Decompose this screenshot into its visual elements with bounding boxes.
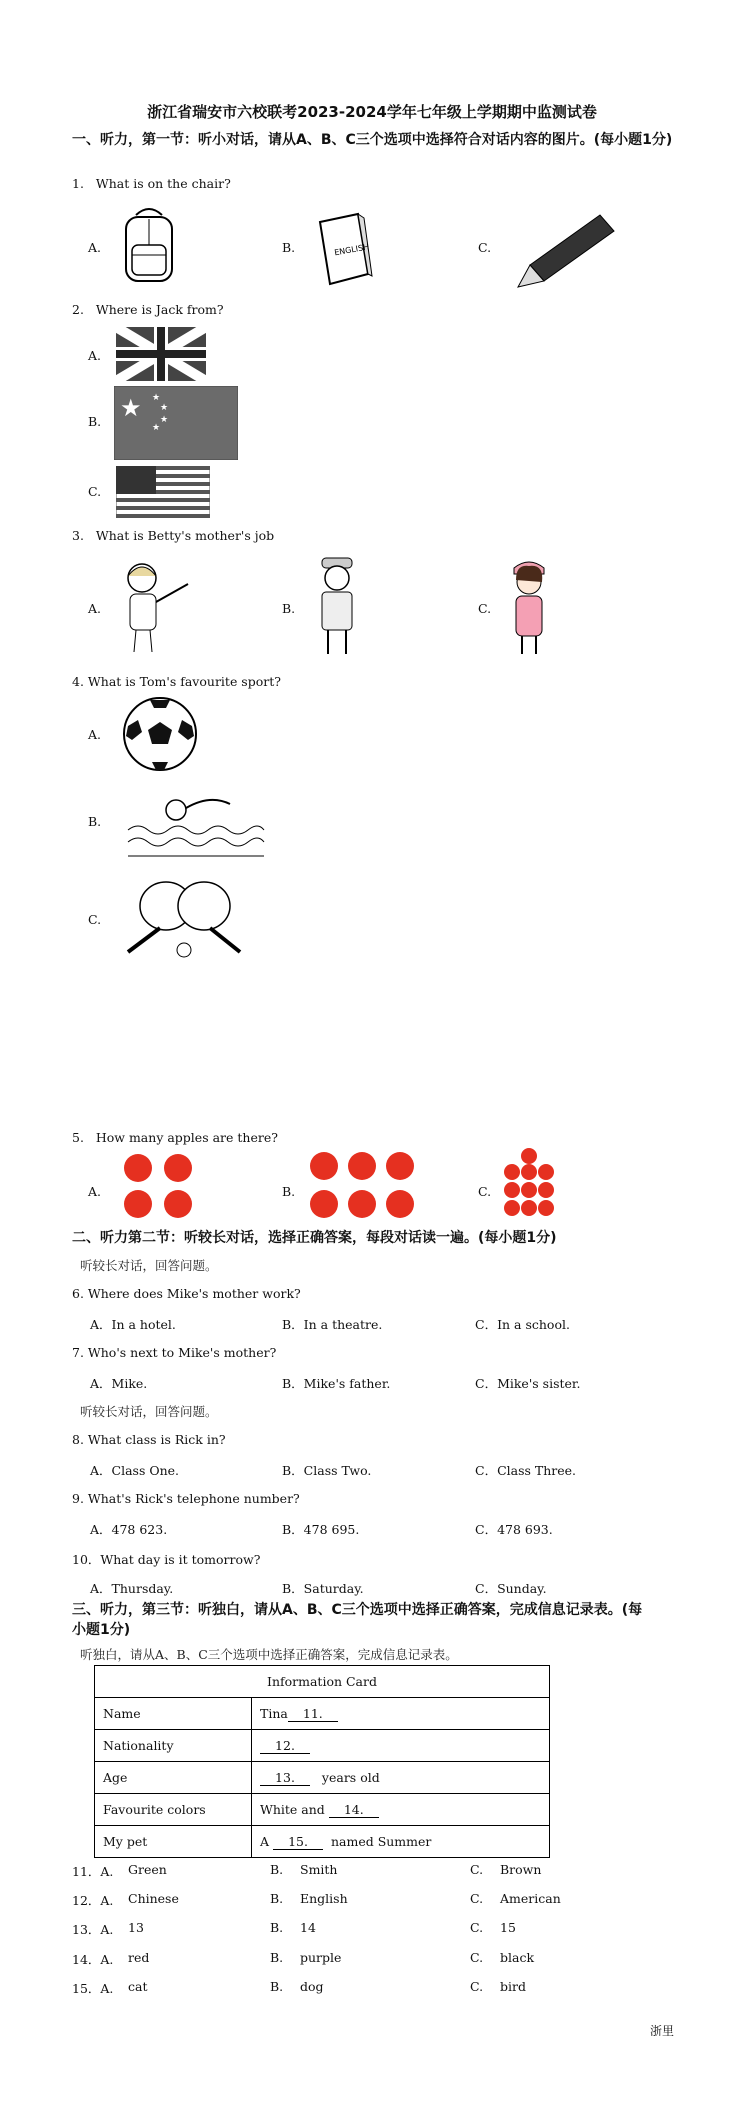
q15-option-b-label: B. bbox=[270, 1979, 284, 1994]
question-4: 4. What is Tom's favourite sport? bbox=[72, 674, 281, 689]
question-9: 9. What's Rick's telephone number? bbox=[72, 1491, 300, 1506]
backpack-image bbox=[118, 205, 180, 287]
q14-option-b: purple bbox=[300, 1950, 342, 1965]
card-pet-value: A 15. named Summer bbox=[252, 1826, 550, 1858]
q7-option-c: C．Mike's sister. bbox=[475, 1376, 581, 1391]
card-title: Information Card bbox=[95, 1666, 550, 1698]
q2-option-c-label: C. bbox=[88, 484, 102, 499]
q9-option-b: B．478 695. bbox=[282, 1522, 360, 1537]
q2-option-b-label: B. bbox=[88, 414, 102, 429]
q14-option-c-label: C. bbox=[470, 1950, 484, 1965]
blank-11[interactable]: 11. bbox=[288, 1706, 338, 1722]
q9-option-c: C．478 693. bbox=[475, 1522, 553, 1537]
q14-option-a: red bbox=[128, 1950, 150, 1965]
q1-option-c-label: C. bbox=[478, 240, 492, 255]
q4-option-c-label: C. bbox=[88, 912, 102, 927]
q15-number: 15．A. bbox=[72, 1981, 114, 1996]
apples-ten-image bbox=[502, 1146, 556, 1224]
q12-number: 12．A. bbox=[72, 1893, 114, 1908]
table-tennis-image bbox=[120, 876, 246, 960]
question-1: 1. What is on the chair? bbox=[72, 176, 231, 191]
section1-heading: 一、听力，第一节：听小对话，请从A、B、C三个选项中选择符合对话内容的图片。(每小题1分) bbox=[72, 132, 673, 148]
q15-option-a: cat bbox=[128, 1979, 148, 1994]
uk-flag-image bbox=[116, 327, 206, 381]
question-8: 8. What class is Rick in? bbox=[72, 1432, 226, 1447]
blank-14[interactable]: 14. bbox=[329, 1802, 379, 1818]
q12-option-b: English bbox=[300, 1891, 348, 1906]
question-6: 6. Where does Mike's mother work? bbox=[72, 1286, 301, 1301]
q14-option-b-label: B. bbox=[270, 1950, 284, 1965]
page-title: 浙江省瑞安市六校联考2023-2024学年七年级上学期期中监测试卷 bbox=[147, 103, 597, 121]
card-colors-value: White and 14. bbox=[252, 1794, 550, 1826]
q7-option-b: B．Mike's father. bbox=[282, 1376, 391, 1391]
q3-option-b-label: B. bbox=[282, 601, 296, 616]
q14-option-c: black bbox=[500, 1950, 535, 1965]
card-colors-label: Favourite colors bbox=[95, 1794, 252, 1826]
q6-option-a: A．In a hotel. bbox=[90, 1317, 176, 1332]
blank-13[interactable]: 13. bbox=[260, 1770, 310, 1786]
q14-number: 14．A. bbox=[72, 1952, 114, 1967]
q11-option-b-label: B. bbox=[270, 1862, 284, 1877]
q12-option-a: Chinese bbox=[128, 1891, 179, 1906]
card-pet-label: My pet bbox=[95, 1826, 252, 1858]
q13-option-a: 13 bbox=[128, 1920, 144, 1935]
q13-option-c-label: C. bbox=[470, 1920, 484, 1935]
teacher-image bbox=[118, 556, 198, 656]
q10-option-a: A．Thursday. bbox=[90, 1581, 174, 1596]
card-nationality-label: Nationality bbox=[95, 1730, 252, 1762]
card-name-label: Name bbox=[95, 1698, 252, 1730]
book-label: ENGLISH bbox=[333, 242, 370, 258]
football-image bbox=[122, 696, 198, 772]
q12-option-c-label: C. bbox=[470, 1891, 484, 1906]
svg-text:★: ★ bbox=[120, 394, 142, 422]
question-2: 2. Where is Jack from? bbox=[72, 302, 224, 317]
q15-option-c-label: C. bbox=[470, 1979, 484, 1994]
q15-option-b: dog bbox=[300, 1979, 324, 1994]
svg-text:★: ★ bbox=[152, 393, 161, 403]
q5-option-c-label: C. bbox=[478, 1184, 492, 1199]
q1-option-b-label: B. bbox=[282, 240, 296, 255]
question-5: 5. How many apples are there? bbox=[72, 1130, 278, 1145]
question-10: 10．What day is it tomorrow? bbox=[72, 1552, 261, 1567]
pencil-image bbox=[510, 205, 620, 289]
q8-option-a: A．Class One. bbox=[90, 1463, 180, 1478]
q15-option-c: bird bbox=[500, 1979, 526, 1994]
blank-12[interactable]: 12. bbox=[260, 1738, 310, 1754]
q7-option-a: A．Mike. bbox=[90, 1376, 148, 1391]
q4-option-b-label: B. bbox=[88, 814, 102, 829]
china-flag-image bbox=[114, 386, 238, 460]
q4-option-a-label: A. bbox=[88, 727, 102, 742]
q10-option-c: C．Sunday. bbox=[475, 1581, 547, 1596]
usa-flag-image bbox=[116, 466, 210, 518]
q12-option-b-label: B. bbox=[270, 1891, 284, 1906]
q11-option-a: Green bbox=[128, 1862, 167, 1877]
card-nationality-value bbox=[252, 1730, 550, 1762]
svg-text:★: ★ bbox=[160, 415, 169, 425]
q10-option-b: B．Saturday. bbox=[282, 1581, 364, 1596]
section3-heading: 三、听力，第三节：听独白，请从A、B、C三个选项中选择正确答案，完成信息记录表。(每 小题1分) bbox=[72, 1602, 643, 1638]
apples-four-image bbox=[122, 1150, 202, 1222]
blank-15[interactable]: 15. bbox=[273, 1834, 323, 1850]
information-card-table bbox=[94, 1665, 550, 1858]
q13-option-c: 15 bbox=[500, 1920, 516, 1935]
section2-heading: 二、听力第二节：听较长对话，选择正确答案，每段对话读一遍。(每小题1分) bbox=[72, 1230, 557, 1246]
footer-mark: 浙里 bbox=[649, 2024, 674, 2038]
question-3: 3. What is Betty's mother's job bbox=[72, 528, 275, 543]
swimming-image bbox=[126, 786, 266, 860]
q8-option-b: B．Class Two. bbox=[282, 1463, 372, 1478]
section2-note-1: 听较长对话，回答问题。 bbox=[80, 1258, 218, 1273]
q8-option-c: C．Class Three. bbox=[475, 1463, 577, 1478]
q6-option-c: C．In a school. bbox=[475, 1317, 570, 1332]
q11-option-b: Smith bbox=[300, 1862, 338, 1877]
q5-option-a-label: A. bbox=[88, 1184, 102, 1199]
svg-text:★: ★ bbox=[160, 403, 169, 413]
q9-option-a: A．478 623. bbox=[90, 1522, 168, 1537]
card-age-label: Age bbox=[95, 1762, 252, 1794]
apples-six-image bbox=[308, 1148, 424, 1222]
q5-option-b-label: B. bbox=[282, 1184, 296, 1199]
q3-option-a-label: A. bbox=[88, 601, 102, 616]
card-name-value: Tina 11. bbox=[252, 1698, 550, 1730]
q13-option-b: 14 bbox=[300, 1920, 316, 1935]
book-image bbox=[312, 210, 374, 288]
q6-option-b: B．In a theatre. bbox=[282, 1317, 383, 1332]
question-7: 7. Who's next to Mike's mother? bbox=[72, 1345, 277, 1360]
q11-option-c: Brown bbox=[500, 1862, 542, 1877]
q3-option-c-label: C. bbox=[478, 601, 492, 616]
nurse-image bbox=[504, 556, 554, 658]
card-age-value: 13. years old bbox=[252, 1762, 550, 1794]
q11-option-c-label: C. bbox=[470, 1862, 484, 1877]
section2-note-2: 听较长对话，回答问题。 bbox=[80, 1404, 218, 1419]
svg-text:★: ★ bbox=[152, 423, 161, 433]
q13-option-b-label: B. bbox=[270, 1920, 284, 1935]
q2-option-a-label: A. bbox=[88, 348, 102, 363]
soldier-image bbox=[310, 554, 364, 660]
q13-number: 13．A. bbox=[72, 1922, 114, 1937]
q1-option-a-label: A. bbox=[88, 240, 102, 255]
q12-option-c: American bbox=[500, 1891, 561, 1906]
section3-note: 听独白，请从A、B、C三个选项中选择正确答案，完成信息记录表。 bbox=[80, 1647, 458, 1662]
q11-number: 11．A. bbox=[72, 1864, 114, 1879]
